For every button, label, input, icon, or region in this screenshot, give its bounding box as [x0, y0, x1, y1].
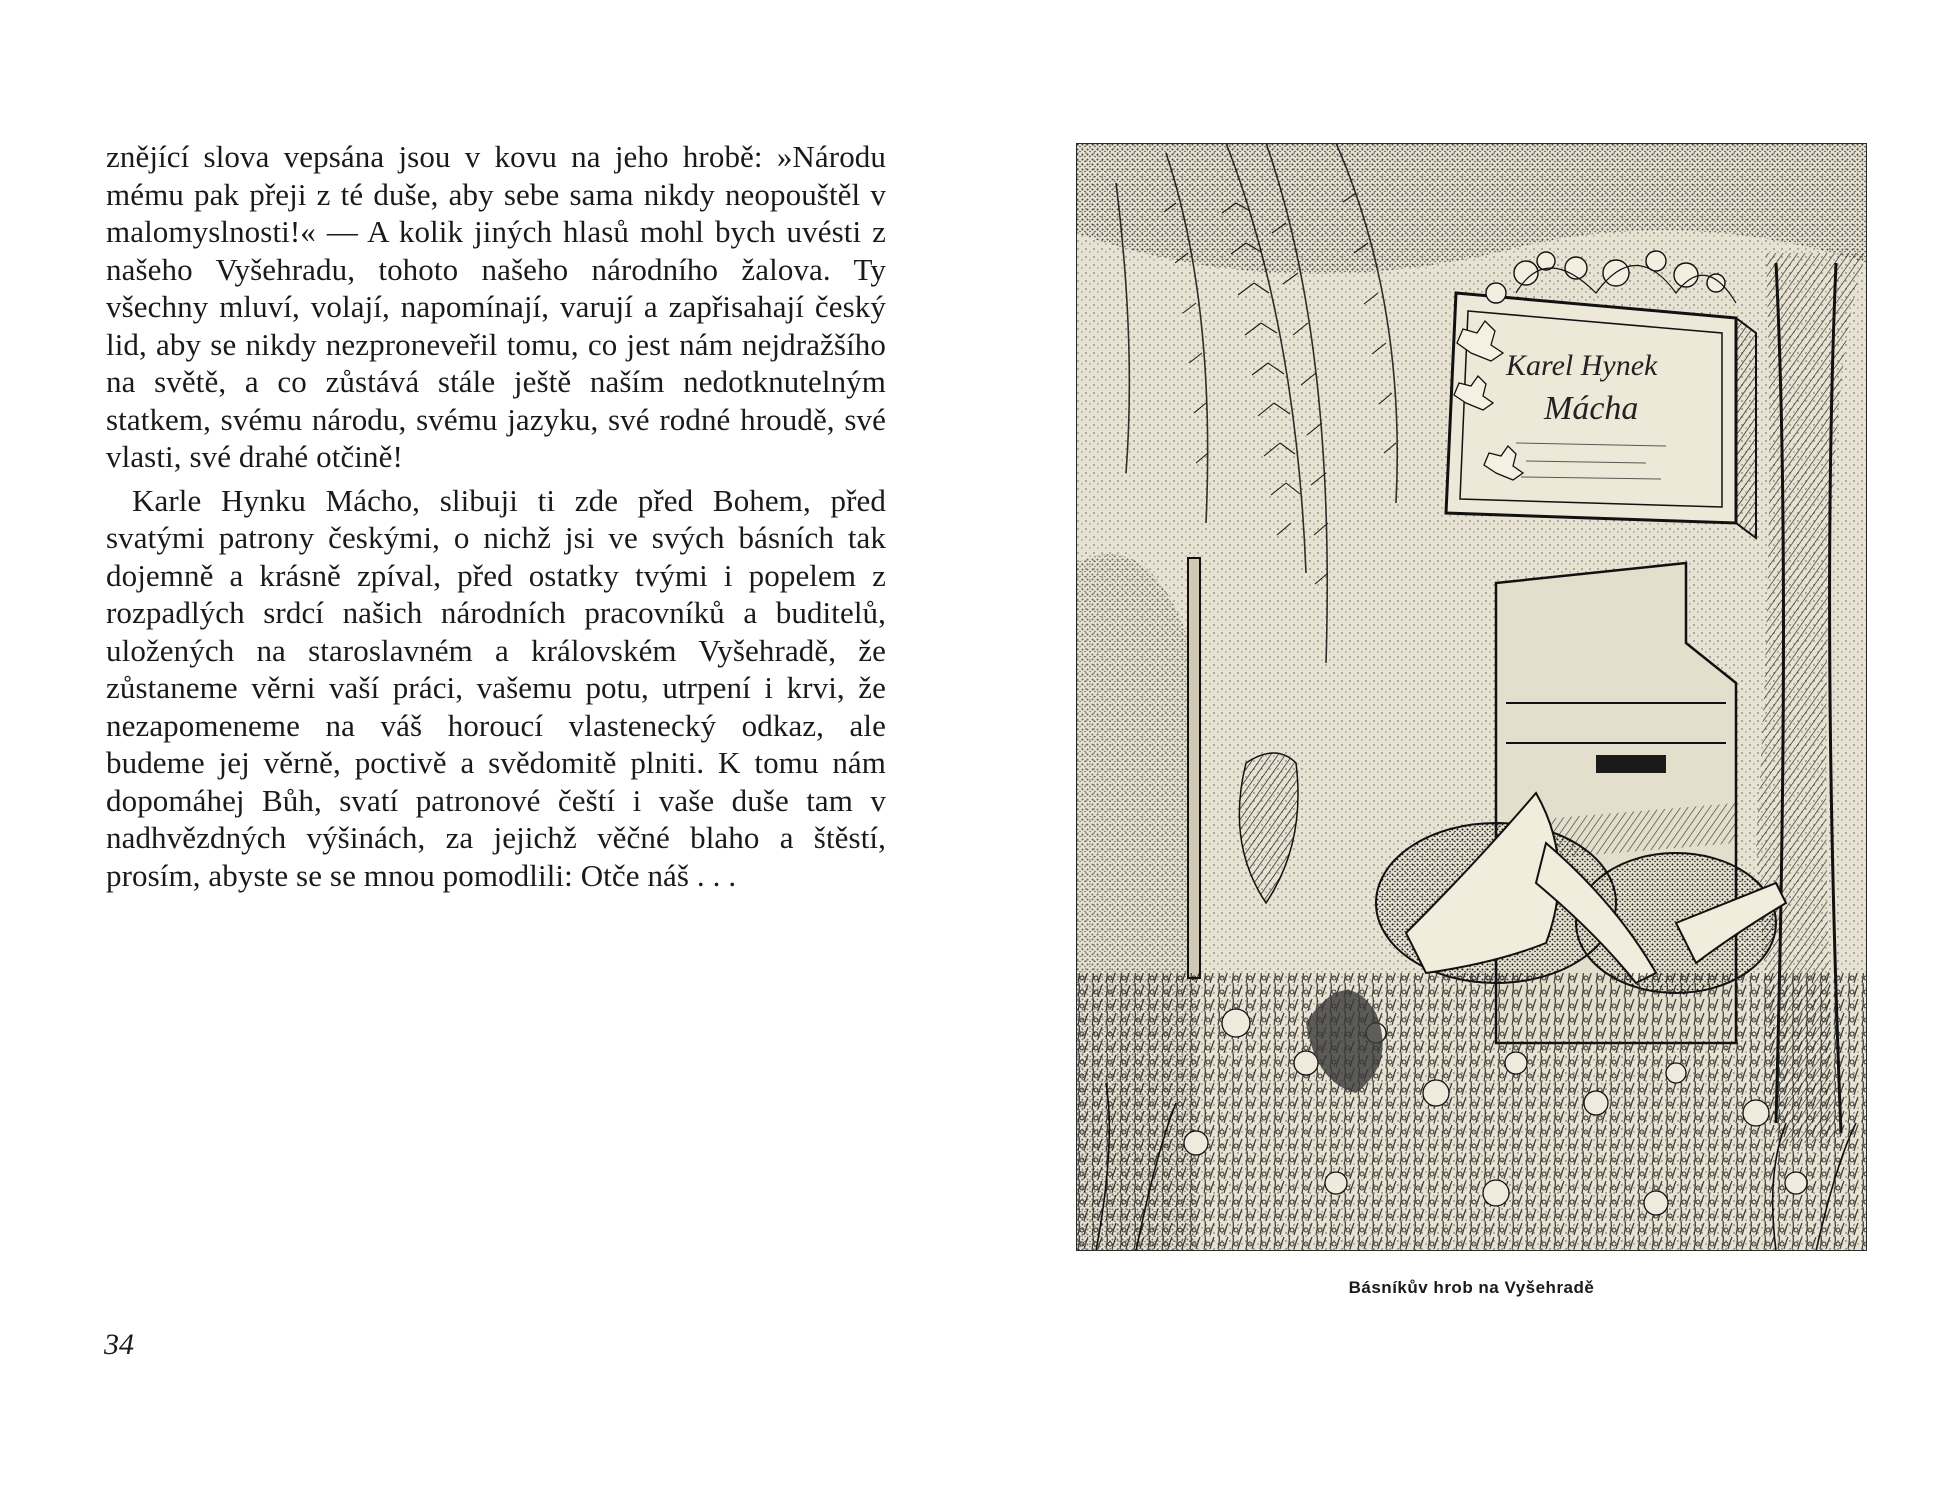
grave-drawing	[1076, 143, 1867, 1251]
body-text	[106, 138, 886, 894]
paragraph-1: znějící slova vepsána jsou v kovu na jeho hrobě: »Národu mému pak přeji z té duše, aby sebe sama nikdy neopouštěl v malomyslnosti!« — A kolik jiných hlasů mohl bych uvésti z našeho Vyšehradu, tohoto našeho národního žalova. Ty všechny mluví, volají, napomínají, varují a zapřisahají český lid, aby se nikdy nezproneveřil tomu, co jest nám nejdražšího na světě, a co zůstává stále ještě naším nedotknutelným statkem, svému národu, svému jazyku, své rodné hroudě, své vlasti, své drahé otčině!	[106, 139, 886, 474]
plaque-name-line2: Mácha	[1544, 390, 1639, 427]
paragraph-2: Karle Hynku Mácho, slibuji ti zde před Bohem, před svatými patrony českými, o nichž jsi ve svých básních tak dojemně a krásně zpíval, před ostatky tvými i popelem z rozpadlých srdcí našich národních pracovníků a buditelů, uložených na staroslavném a královském Vyšehradě, že zůstaneme věrni vaší práci, vašemu potu, utrpení i krvi, že nezapomeneme na váš horoucí vlastenecký odkaz, ale budeme jej věrně, poctivě a svědomitě plniti. K tomu nám dopomáhej Bůh, svatí patronové čeští i vaše duše tam v nadhvězdných výšinách, za jejichž věčné blaho a štěstí, prosím, abyste se se mnou pomodlili: Otče náš . . .	[106, 482, 886, 893]
page-number: 34	[104, 1328, 134, 1361]
grave-illustration	[1076, 143, 1867, 1251]
illustration-caption: Básníkův hrob na Vyšehradě	[1348, 1278, 1595, 1297]
plaque-name-line1: Karel Hynek	[1506, 349, 1658, 382]
